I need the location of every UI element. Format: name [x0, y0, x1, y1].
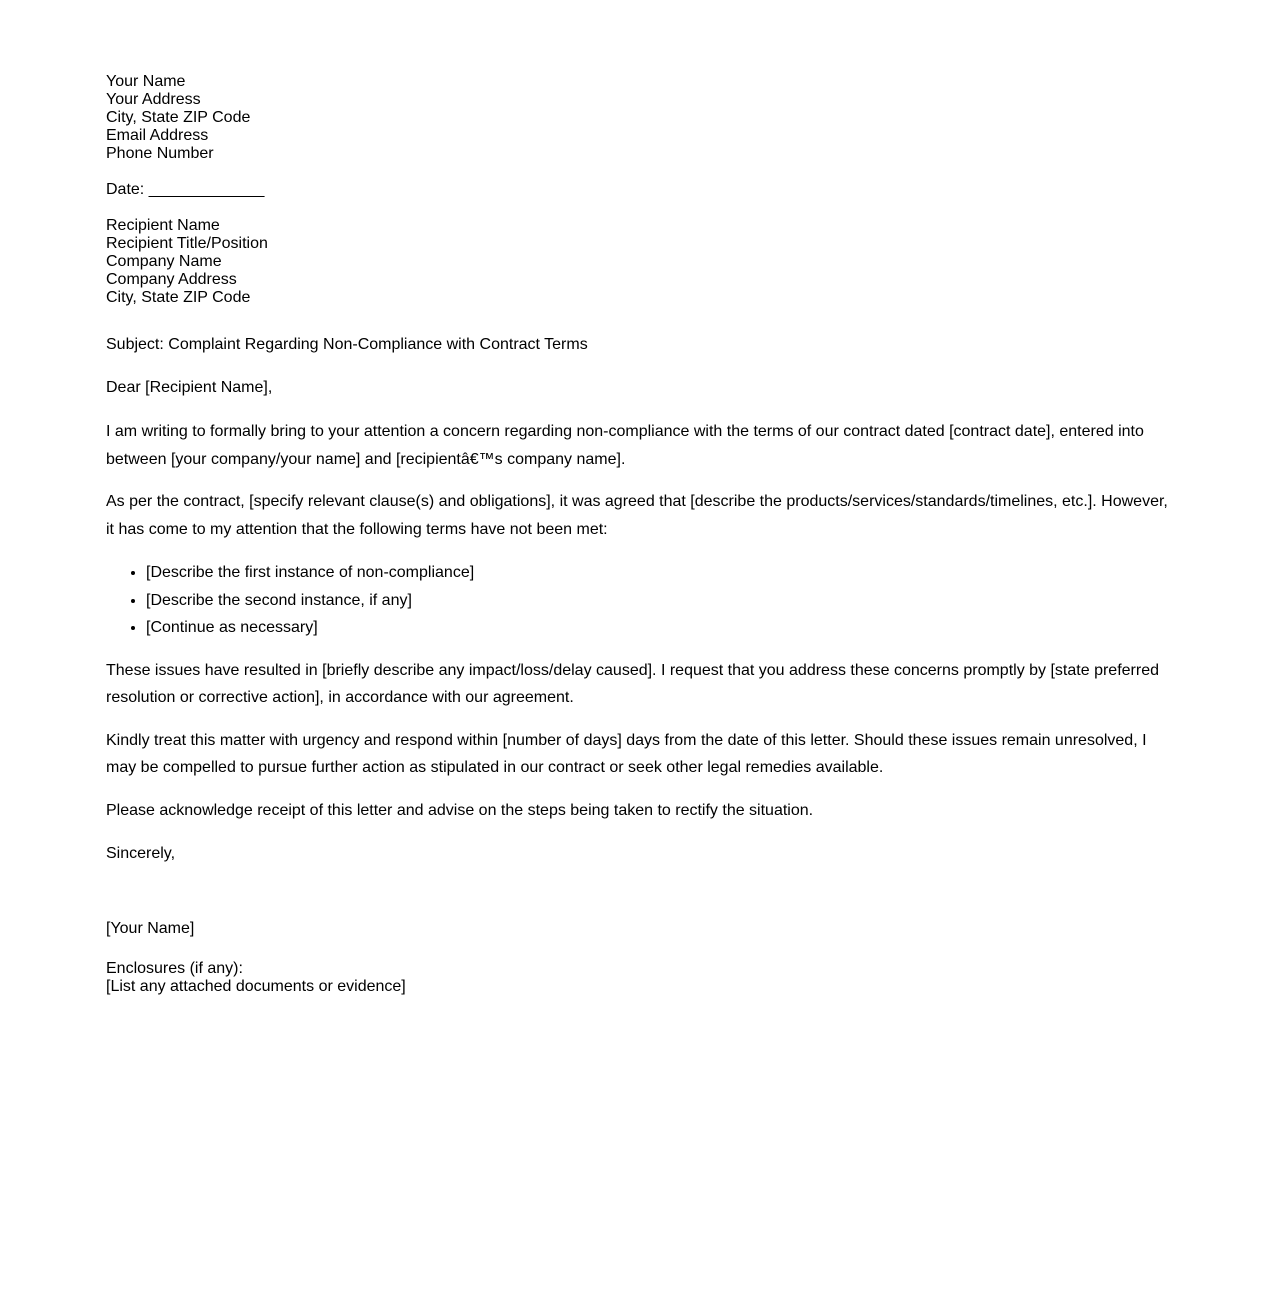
closing: Sincerely,	[106, 845, 176, 862]
recipient-city-state-zip: City, State ZIP Code	[106, 289, 251, 306]
sender-name: Your Name	[106, 73, 186, 90]
recipient-title: Recipient Title/Position	[106, 235, 268, 252]
paragraph-impact: These issues have resulted in [briefly describe any impact/loss/delay caused]. I request that you address these concerns promptly by [state preferred resolution or corrective action], in accordance with our agreement.	[106, 661, 1159, 706]
date-line: Date: _____________	[106, 181, 265, 198]
sender-address: Your Address	[106, 91, 201, 108]
list-item: • [Describe the first instance of non-compliance]	[146, 559, 1176, 587]
recipient-company-address: Company Address	[106, 271, 237, 288]
sender-phone: Phone Number	[106, 145, 214, 162]
enclosures-block	[106, 960, 1176, 996]
recipient-company-name: Company Name	[106, 253, 222, 270]
signature-name: [Your Name]	[106, 919, 195, 937]
recipient-address-block	[106, 217, 1176, 307]
paragraph-urgency: Kindly treat this matter with urgency and respond within [number of days] days from the date of this letter. Should these issues remain unresolved, I may be compelled to pursue further action as stipulated in our contract or seek other legal remedies available.	[106, 731, 1147, 776]
sender-city-state-zip: City, State ZIP Code	[106, 109, 251, 126]
list-item: • [Describe the second instance, if any]	[146, 587, 1176, 615]
paragraph-intro: I am writing to formally bring to your attention a concern regarding non-compliance with the terms of our contract dated [contract date], entered into between [your company/your name] and [recipientâ€™s company name].	[106, 423, 1144, 468]
enclosures-value: [List any attached documents or evidence]	[106, 978, 406, 995]
paragraph-contract-terms: As per the contract, [specify relevant clause(s) and obligations], it was agreed that [describe the products/services/standards/timelines, etc.]. However, it has come to my attention that the following terms have not been met:	[106, 493, 1168, 538]
non-compliance-list	[106, 559, 1176, 642]
recipient-name: Recipient Name	[106, 217, 220, 234]
sender-address-block	[106, 73, 1176, 163]
paragraph-acknowledge: Please acknowledge receipt of this letter and advise on the steps being taken to rectify the situation.	[106, 801, 814, 819]
list-item: • [Continue as necessary]	[146, 614, 1176, 642]
sender-email: Email Address	[106, 127, 209, 144]
letter-document	[106, 73, 1176, 996]
enclosures-label: Enclosures (if any):	[106, 960, 243, 977]
salutation: Dear [Recipient Name],	[106, 379, 273, 396]
subject-line: Subject: Complaint Regarding Non-Compliance with Contract Terms	[106, 336, 588, 353]
